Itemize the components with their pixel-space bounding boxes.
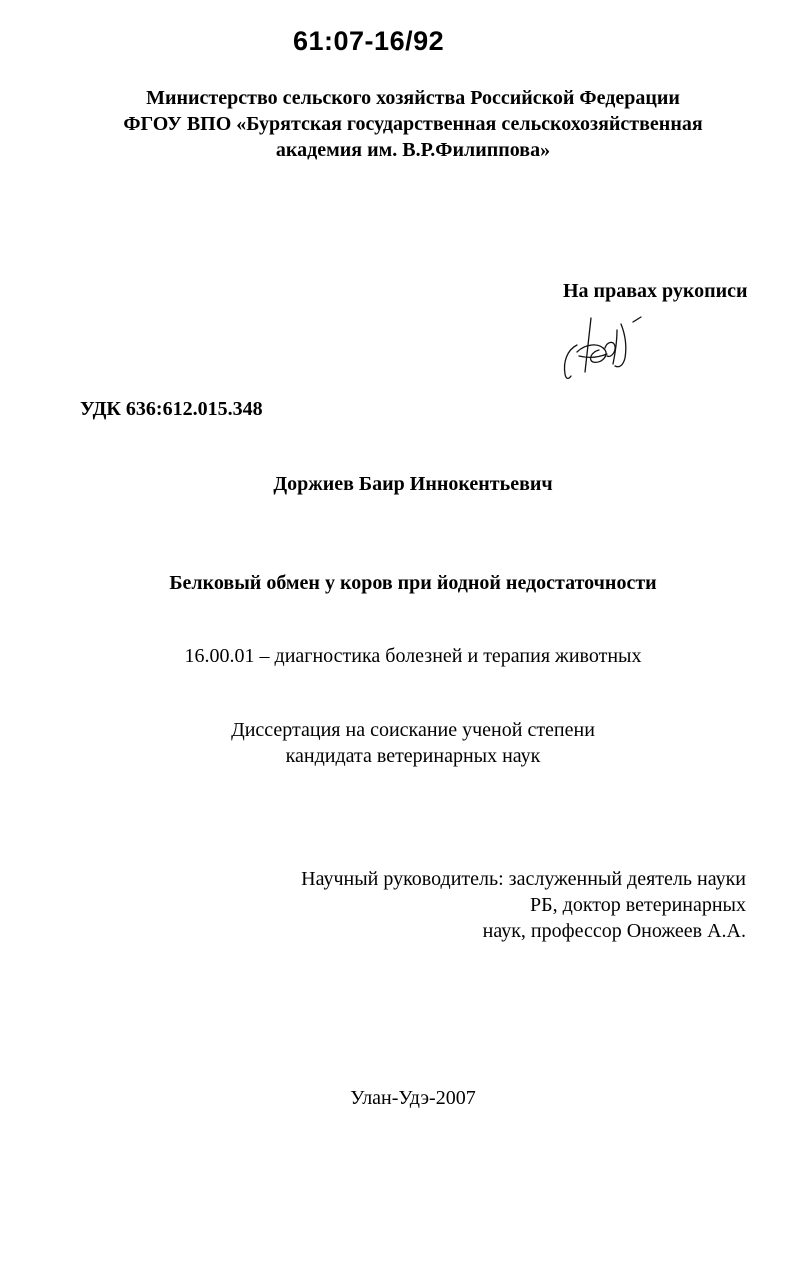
degree-statement [0,717,796,769]
specialty-code: 16.00.01 – диагностика болезней и терапия животных [184,645,642,667]
handwritten-signature [555,300,655,390]
scientific-supervisor [301,866,746,944]
archive-stamp: 61:07-16/92 [293,26,445,56]
supervisor-line-3: наук, профессор Оножеев А.А. [482,920,746,942]
degree-line-2: кандидата ветеринарных наук [285,745,541,767]
degree-line-1: Диссертация на соискание ученой степени [231,719,595,741]
organization-line-3: академия им. В.Р.Филиппова» [275,139,551,161]
udk-code: УДК 636:612.015.348 [80,398,263,420]
organization-line-2: ФГОУ ВПО «Бурятская государственная сельскохозяйственная [123,113,703,135]
dissertation-title: Белковый обмен у коров при йодной недостаточности [169,572,657,594]
organization-header [0,85,796,163]
city-and-year: Улан-Удэ-2007 [350,1087,476,1109]
manuscript-rights-note: На правах рукописи [563,280,748,302]
supervisor-line-1: Научный руководитель: заслуженный деятель науки [301,868,746,890]
author-name: Доржиев Баир Иннокентьевич [273,473,553,495]
organization-line-1: Министерство сельского хозяйства Российской Федерации [146,87,680,109]
supervisor-line-2: РБ, доктор ветеринарных [530,894,746,916]
